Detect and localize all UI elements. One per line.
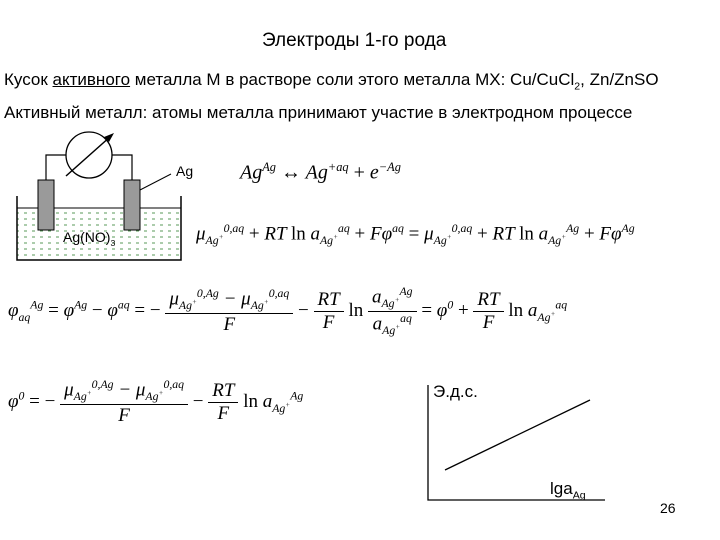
definition-subscript: 2 [574, 80, 581, 93]
left-wire [46, 155, 66, 180]
right-electrode [124, 180, 140, 230]
right-wire [112, 155, 132, 180]
graph-y-label: Э.д.с. [433, 382, 478, 401]
equation-equilibrium: $\mu_{Ag^+}^{0,aq}$ + RT $\ln a_{Ag^+}^{aq} + F\varphi^{aq} = \mu_{Ag^+}^{0,aq}$ + RT $\ln a_{Ag^+}^{Ag} + F\varphi^{Ag}$ [196, 222, 635, 248]
equation-potential: $\varphi_{aq}^{Ag} = \varphi^{Ag} - \varphi^{aq}$ = − $\frac{\mu_{Ag^+}^{0,Ag} - \mu_{Ag^+}^{0,aq}}{F}$ − $\frac{RT}{F}$ ln $\frac{a_{Ag^+}^{Ag}}{a_{Ag^+}^{aq}}$ = $\varphi^0$ + $\frac{RT}{F}$ $\ln a_{Ag^+}^{aq}$ [8, 285, 568, 338]
definition-underlined-word: активного [52, 70, 131, 89]
graph-line [445, 400, 590, 470]
slide-title: Электроды 1-го рода [262, 30, 447, 51]
active-metal-line: Активный металл: атомы металла принимают участие в электродном процессе [4, 103, 633, 122]
definition-rest: металла М в растворе соли этого металла МХ: Cu/CuCl [130, 70, 575, 89]
label-pointer [140, 174, 171, 190]
solution-label: $Ag(NO)_3$ [63, 229, 116, 248]
electrode-label: Ag [176, 163, 194, 179]
page-number: 26 [660, 500, 676, 516]
definition-prefix: Кусок [4, 70, 53, 89]
equation-reaction: $Ag^{Ag}$ ↔ $Ag^{+aq} + e^{-Ag}$ [240, 160, 401, 184]
definition-tail: , Zn/ZnSO [580, 70, 659, 89]
left-electrode [38, 180, 54, 230]
graph-x-label: lga$_{Ag}$ [550, 479, 586, 502]
equation-standard-potential: $\varphi^0$ = − $\frac{\mu_{Ag^+}^{0,Ag} - \mu_{Ag^+}^{0,aq}}{F}$ − $\frac{RT}{F}$ $\ln a_{Ag^+}^{Ag}$ [8, 378, 304, 427]
